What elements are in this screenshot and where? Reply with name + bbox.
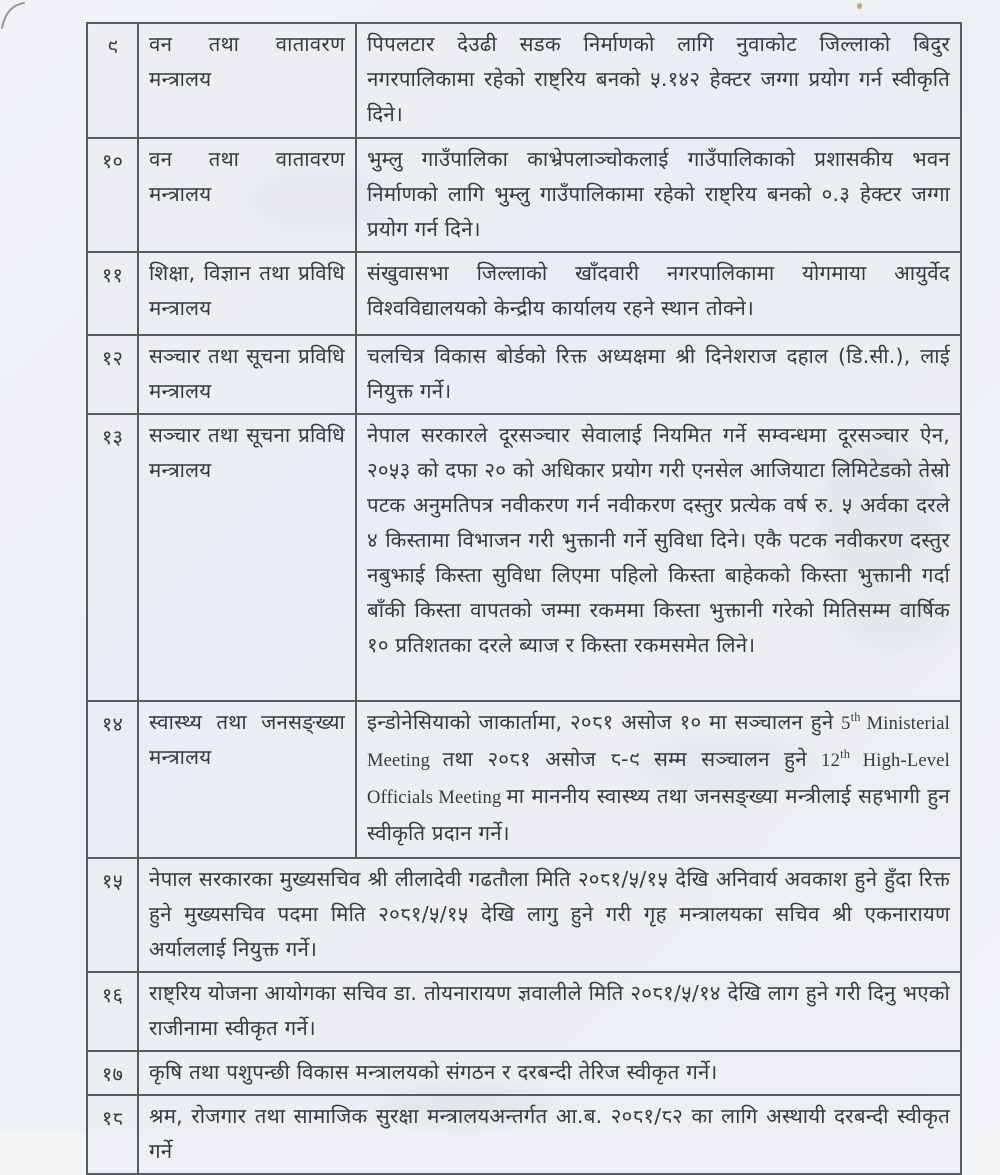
decision-cell (356, 252, 961, 335)
table-row (87, 1095, 961, 1174)
ministry-cell: वन तथा वातावरण मन्त्रालय (138, 23, 356, 138)
table-row (87, 972, 961, 1051)
decision-text-segment: 5 (841, 714, 851, 734)
row-serial-number: १३ (87, 414, 138, 701)
table-row (87, 23, 961, 138)
decision-text-segment: मा माननीय स्वास्थ्य तथा जनसङ्ख्या मन्त्रीलाई सहभागी हुन स्वीकृति प्रदान गर्ने। (367, 784, 950, 845)
decision-cell (356, 138, 961, 252)
table-row (87, 335, 961, 414)
decision-cell (138, 858, 961, 972)
ministry-cell: सञ्चार तथा सूचना प्रविधि मन्त्रालय (138, 335, 356, 414)
pen-mark (0, 0, 40, 40)
row-serial-number: १८ (87, 1095, 138, 1174)
decision-text-segment: 12 (821, 751, 841, 771)
decision-text-segment: नेपाल सरकारले दूरसञ्चार सेवालाई नियमित गर्ने सम्वन्धमा दूरसञ्चार ऐन, २०५३ को दफा २० को अधिकार प्रयोग गरी एनसेल आजियाटा लिमिटेडको तेस्रो पटक अनुमतिपत्र नवीकरण गर्न नवीकरण दस्तुर प्रत्येक वर्ष रु. ५ अर्वका दरले ४ किस्तामा विभाजन गरी भुक्तानी गर्ने सुविधा दिने। एकै पटक नवीकरण दस्तुर नबुझाई किस्ता सुविधा लिएमा पहिलो किस्ता बाहेकको किस्ता भुक्तानी गर्दा बाँकी किस्ता वापतको जम्मा रकममा किस्ता भुक्तानी गरेको मितिसम्म वार्षिक १० प्रतिशतका दरले ब्याज र किस्ता रकमसमेत लिने। (367, 423, 950, 657)
decision-text-segment: संखुवासभा जिल्लाको खाँदवारी नगरपालिकामा योगमाया आयुर्वेद विश्वविद्यालयको केन्द्रीय कार्यालय रहने स्थान तोक्ने। (367, 261, 950, 320)
ink-speck (857, 3, 862, 9)
cabinet-decisions-table (86, 22, 962, 1175)
decision-text-segment: भुम्लु गाउँपालिका काभ्रेपलाञ्चोकलाई गाउँपालिकाको प्रशासकीय भवन निर्माणको लागि भुम्लु गाउँपालिकामा रहेको राष्ट्रिय बनको ०.३ हेक्टर जग्गा प्रयोग गर्न दिने। (367, 147, 950, 241)
decision-cell (356, 335, 961, 414)
decision-cell (356, 23, 961, 138)
decision-text-segment: तथा २०८१ असोज ८-९ सम्म सञ्चालन हुने (442, 747, 822, 771)
table-row (87, 252, 961, 335)
table-row (87, 701, 961, 858)
decision-text-segment: राष्ट्रिय योजना आयोगका सचिव डा. तोयनारायण ज्ञवालीले मिति २०८१/५/१४ देखि लाग हुने गरी दिनु भएको राजीनामा स्वीकृत गर्ने। (149, 981, 950, 1040)
decision-text-segment: Ministerial Meeting (367, 714, 950, 771)
decision-text-segment: th (850, 710, 861, 725)
decision-text-segment: इन्डोनेसियाको जाकार्तामा, २०८१ असोज १० मा सञ्चालन हुने (367, 710, 842, 734)
row-serial-number: १४ (87, 701, 138, 858)
table-row (87, 414, 961, 701)
ministry-cell: स्वास्थ्य तथा जनसङ्ख्या मन्त्रालय (138, 701, 356, 858)
row-serial-number: ९ (87, 23, 138, 138)
decision-text-segment: th (840, 747, 851, 762)
decision-text-segment: High-Level Officials Meeting (367, 751, 950, 808)
row-serial-number: ११ (87, 252, 138, 335)
decision-text-segment: नेपाल सरकारका मुख्यसचिव श्री लीलादेवी गढतौला मिति २०८१/५/१५ देखि अनिवार्य अवकाश हुने हुँदा रिक्त हुने मुख्यसचिव पदमा मिति २०८१/५/१५ देखि लागु हुने गरी गृह मन्त्रालयका सचिव श्री एकनारायण अर्याललाई नियुक्त गर्ने। (149, 867, 950, 961)
decision-text-segment: श्रम, रोजगार तथा सामाजिक सुरक्षा मन्त्रालयअन्तर्गत आ.ब. २०८१/८२ का लागि अस्थायी दरबन्दी स्वीकृत गर्ने (149, 1104, 950, 1163)
cabinet-decisions-table-body (87, 23, 961, 1174)
decision-cell (138, 972, 961, 1051)
row-serial-number: १० (87, 138, 138, 252)
decision-cell (138, 1051, 961, 1095)
decision-cell (138, 1095, 961, 1174)
row-serial-number: १५ (87, 858, 138, 972)
ministry-cell: सञ्चार तथा सूचना प्रविधि मन्त्रालय (138, 414, 356, 701)
decision-cell (356, 414, 961, 701)
table-row (87, 858, 961, 972)
row-serial-number: १६ (87, 972, 138, 1051)
table-row (87, 138, 961, 252)
decision-text-segment: कृषि तथा पशुपन्छी विकास मन्त्रालयको संगठन र दरबन्दी तेरिज स्वीकृत गर्ने। (149, 1060, 718, 1084)
ministry-cell: वन तथा वातावरण मन्त्रालय (138, 138, 356, 252)
decision-text-segment: पिपलटार देउढी सडक निर्माणको लागि नुवाकोट जिल्लाको बिदुर नगरपालिकामा रहेको राष्ट्रिय बनको ५.१४२ हेक्टर जग्गा प्रयोग गर्न स्वीकृति दिने। (367, 32, 950, 126)
row-serial-number: १७ (87, 1051, 138, 1095)
table-row (87, 1051, 961, 1095)
decision-text-segment: चलचित्र विकास बोर्डको रिक्त अध्यक्षमा श्री दिनेशराज दहाल (डि.सी.), लाई नियुक्त गर्ने। (367, 344, 950, 403)
row-serial-number: १२ (87, 335, 138, 414)
ministry-cell: शिक्षा, विज्ञान तथा प्रविधि मन्त्रालय (138, 252, 356, 335)
decision-cell (356, 701, 961, 858)
